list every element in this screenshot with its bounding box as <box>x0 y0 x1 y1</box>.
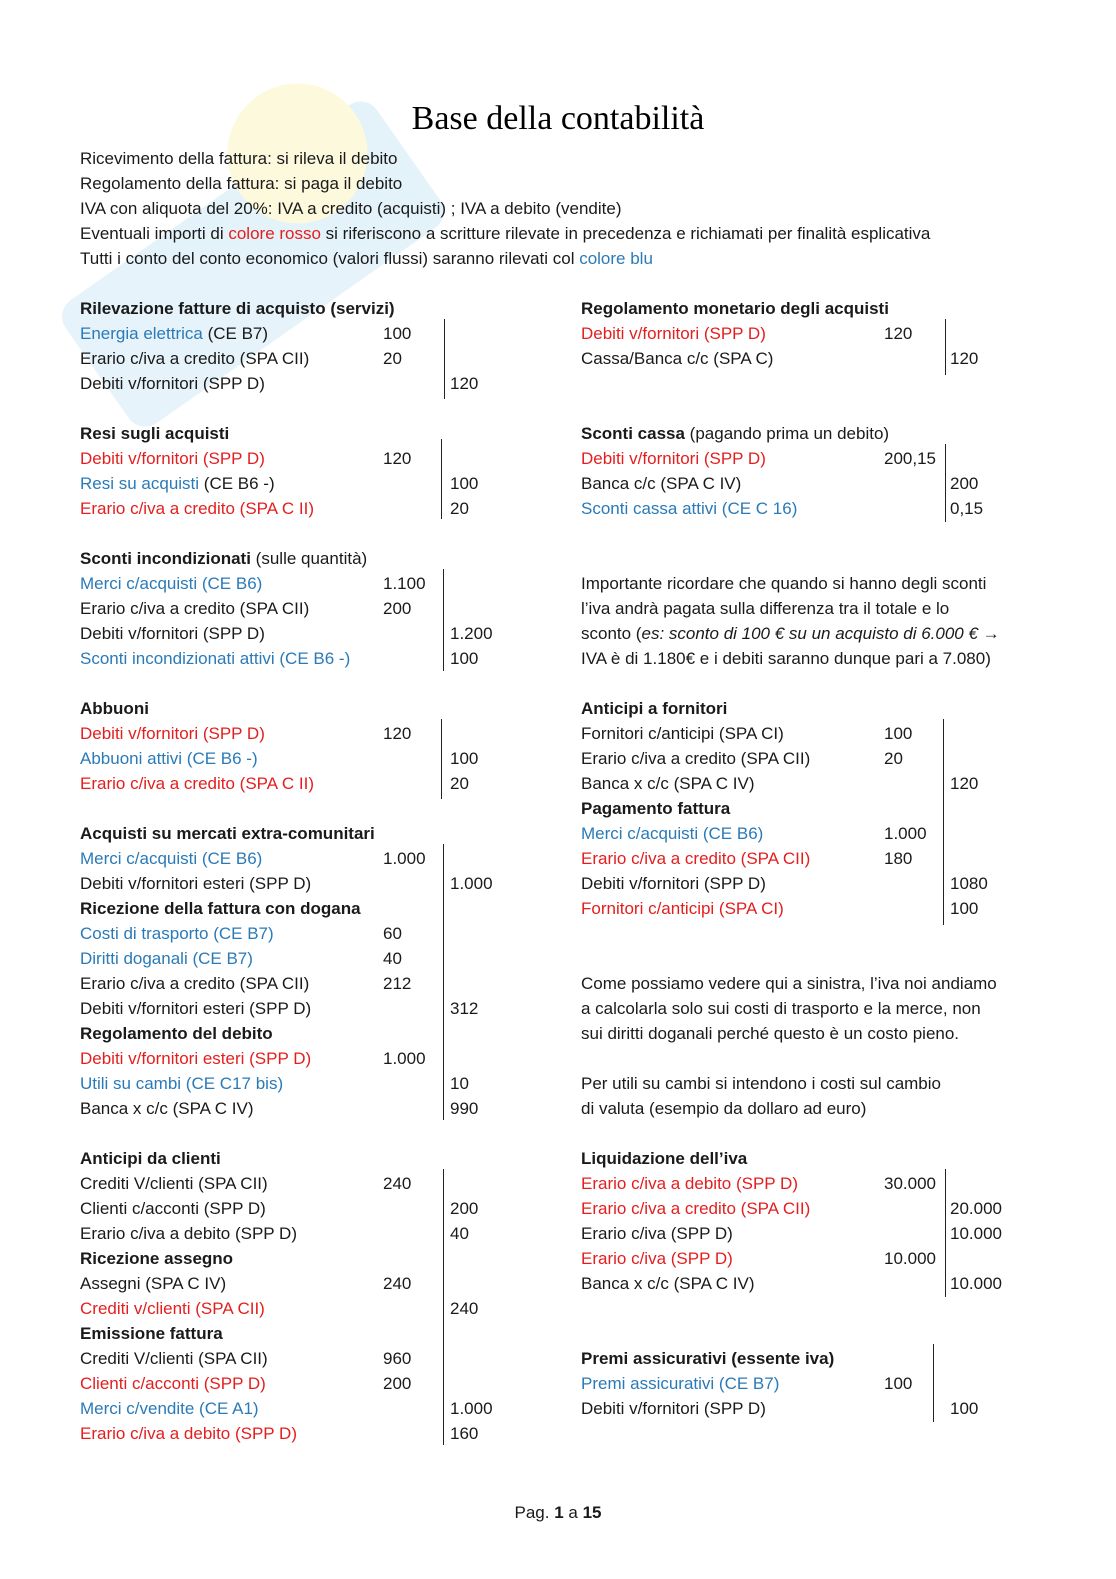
section-title: Sconti cassa (pagando prima un debito) <box>581 424 890 443</box>
entry-account: Crediti v/clienti (SPA CII) <box>80 1299 265 1318</box>
entry-account: Clienti c/acconti (SPP D) <box>80 1199 266 1218</box>
section-title: Resi sugli acquisti <box>80 424 230 443</box>
debit-amount: 1.100 <box>383 574 426 593</box>
entry-account: Erario c/iva a credito (SPA CII) <box>80 599 310 618</box>
debit-amount: 100 <box>884 724 913 743</box>
note-line: Come possiamo vedere qui a sinistra, l’iva noi andiamo <box>581 974 997 993</box>
entry-account: Crediti V/clienti (SPA CII) <box>80 1349 268 1368</box>
intro-notes <box>80 146 930 271</box>
credit-amount: 120 <box>450 374 479 393</box>
ledger-divider <box>443 844 444 1120</box>
credit-amount: 10 <box>450 1074 469 1093</box>
subsection-title: Regolamento del debito <box>80 1024 273 1043</box>
credit-amount: 20 <box>450 499 469 518</box>
debit-amount: 10.000 <box>884 1249 936 1268</box>
entry-account: Erario c/iva a credito (SPA CII) <box>80 349 310 368</box>
entry-account: Cassa/Banca c/c (SPA C) <box>581 349 774 368</box>
entry-account: Erario c/iva a credito (SPA C II) <box>80 774 314 793</box>
intro-line: Ricevimento della fattura: si rileva il debito <box>80 149 398 168</box>
entry-account: Erario c/iva a debito (SPP D) <box>80 1224 297 1243</box>
section-title: Anticipi da clienti <box>80 1149 221 1168</box>
ledger-divider <box>945 319 946 375</box>
credit-amount: 40 <box>450 1224 469 1243</box>
entry-account: Debiti v/fornitori (SPP D) <box>581 874 766 893</box>
entry-account: Erario c/iva a credito (SPA CII) <box>581 849 811 868</box>
entry-account: Debiti v/fornitori (SPP D) <box>80 374 265 393</box>
subsection-title: Pagamento fattura <box>581 799 731 818</box>
debit-amount: 200 <box>383 1374 412 1393</box>
debit-amount: 100 <box>383 324 412 343</box>
entry-account: Erario c/iva a credito (SPA CII) <box>581 1199 811 1218</box>
entry-account: Crediti V/clienti (SPA CII) <box>80 1174 268 1193</box>
section-title: Acquisti su mercati extra-comunitari <box>80 824 375 843</box>
entry-account: Abbuoni attivi (CE B6 -) <box>80 749 258 768</box>
entry-account: Merci c/acquisti (CE B6) <box>80 574 263 593</box>
credit-amount: 1.000 <box>450 874 493 893</box>
entry-account: Utili su cambi (CE C17 bis) <box>80 1074 284 1093</box>
credit-amount: 10.000 <box>950 1224 1002 1243</box>
section-title: Abbuoni <box>80 699 149 718</box>
ledger-divider <box>933 1344 934 1422</box>
debit-amount: 40 <box>383 949 402 968</box>
credit-amount: 20.000 <box>950 1199 1002 1218</box>
note-line: di valuta (esempio da dollaro ad euro) <box>581 1099 867 1118</box>
ledger-divider <box>443 1169 444 1445</box>
entry-account: Banca c/c (SPA C IV) <box>581 474 742 493</box>
credit-amount: 120 <box>950 774 979 793</box>
credit-amount: 200 <box>450 1199 479 1218</box>
entry-account: Energia elettrica (CE B7) <box>80 324 269 343</box>
credit-amount: 120 <box>950 349 979 368</box>
intro-line: IVA con aliquota del 20%: IVA a credito (acquisti) ; IVA a debito (vendite) <box>80 199 622 218</box>
entry-account: Assegni (SPA C IV) <box>80 1274 227 1293</box>
section-title: Liquidazione dell’iva <box>581 1149 748 1168</box>
credit-amount: 100 <box>950 899 979 918</box>
debit-amount: 120 <box>383 724 412 743</box>
section-title: Regolamento monetario degli acquisti <box>581 299 889 318</box>
debit-amount: 20 <box>884 749 903 768</box>
credit-amount: 990 <box>450 1099 479 1118</box>
note-line: a calcolarla solo sui costi di trasporto e la merce, non <box>581 999 981 1018</box>
entry-account: Debiti v/fornitori esteri (SPP D) <box>80 1049 312 1068</box>
note-line: Importante ricordare che quando si hanno degli sconti <box>581 574 987 593</box>
note-line: IVA è di 1.180€ e i debiti saranno dunque pari a 7.080) <box>581 649 991 668</box>
credit-amount: 1.000 <box>450 1399 493 1418</box>
intro-line: Eventuali importi di colore rosso si riferiscono a scritture rilevate in precedenza e richiamati per finalità esplicativa <box>80 224 931 243</box>
debit-amount: 100 <box>884 1374 913 1393</box>
page-footer: Pag. 1 a 15 <box>514 1503 602 1522</box>
debit-amount: 20 <box>383 349 402 368</box>
entry-account: Debiti v/fornitori (SPP D) <box>581 449 766 468</box>
credit-amount: 100 <box>450 749 479 768</box>
entry-account: Erario c/iva (SPP D) <box>581 1224 733 1243</box>
credit-amount: 312 <box>450 999 479 1018</box>
credit-amount: 100 <box>450 474 479 493</box>
debit-amount: 1.000 <box>383 1049 426 1068</box>
credit-amount: 1080 <box>950 874 988 893</box>
debit-amount: 30.000 <box>884 1174 936 1193</box>
debit-amount: 240 <box>383 1274 412 1293</box>
entry-account: Erario c/iva a credito (SPA C II) <box>80 499 314 518</box>
entry-account: Costi di trasporto (CE B7) <box>80 924 274 943</box>
ledger-divider <box>945 1169 946 1297</box>
entry-account: Merci c/acquisti (CE B6) <box>80 849 263 868</box>
entry-account: Debiti v/fornitori (SPP D) <box>581 1399 766 1418</box>
entry-account: Debiti v/fornitori (SPP D) <box>581 324 766 343</box>
entry-account: Resi su acquisti (CE B6 -) <box>80 474 275 493</box>
intro-line: Tutti i conto del conto economico (valori flussi) saranno rilevati col colore blu <box>80 249 653 268</box>
entry-account: Debiti v/fornitori esteri (SPP D) <box>80 999 312 1018</box>
entry-account: Debiti v/fornitori (SPP D) <box>80 724 265 743</box>
section-title: Premi assicurativi (essente iva) <box>581 1349 835 1368</box>
entry-account: Debiti v/fornitori esteri (SPP D) <box>80 874 312 893</box>
credit-amount: 100 <box>950 1399 979 1418</box>
debit-amount: 240 <box>383 1174 412 1193</box>
credit-amount: 10.000 <box>950 1274 1002 1293</box>
debit-amount: 60 <box>383 924 402 943</box>
note-line: sui diritti doganali perché questo è un costo pieno. <box>581 1024 960 1043</box>
debit-amount: 120 <box>383 449 412 468</box>
credit-amount: 160 <box>450 1424 479 1443</box>
entry-account: Diritti doganali (CE B7) <box>80 949 253 968</box>
debit-amount: 212 <box>383 974 412 993</box>
subsection-title: Ricezione assegno <box>80 1249 234 1268</box>
entry-account: Debiti v/fornitori (SPP D) <box>80 624 265 643</box>
credit-amount: 240 <box>450 1299 479 1318</box>
ledger-divider <box>441 719 442 799</box>
subsection-title: Ricezione della fattura con dogana <box>80 899 361 918</box>
ledger-divider <box>444 319 445 399</box>
entry-account: Banca x c/c (SPA C IV) <box>80 1099 254 1118</box>
entry-account: Clienti c/acconti (SPP D) <box>80 1374 266 1393</box>
section-title: Rilevazione fatture di acquisto (servizi) <box>80 299 395 318</box>
entry-account: Banca x c/c (SPA C IV) <box>581 774 755 793</box>
ledger-divider <box>443 569 444 671</box>
debit-amount: 960 <box>383 1349 412 1368</box>
debit-amount: 200 <box>383 599 412 618</box>
ledger-divider <box>945 444 946 522</box>
note-line: Per utili su cambi si intendono i costi sul cambio <box>581 1074 941 1093</box>
entry-account: Debiti v/fornitori (SPP D) <box>80 449 265 468</box>
page-title: Base della contabilità <box>411 100 705 137</box>
section-title: Sconti incondizionati (sulle quantità) <box>80 549 368 568</box>
entry-account: Sconti incondizionati attivi (CE B6 -) <box>80 649 351 668</box>
credit-amount: 200 <box>950 474 979 493</box>
debit-amount: 120 <box>884 324 913 343</box>
entry-account: Erario c/iva a debito (SPP D) <box>80 1424 297 1443</box>
credit-amount: 100 <box>450 649 479 668</box>
entry-account: Fornitori c/anticipi (SPA CI) <box>581 899 784 918</box>
ledger-divider <box>943 719 944 925</box>
section-title: Anticipi a fornitori <box>581 699 728 718</box>
debit-amount: 200,15 <box>884 449 936 468</box>
credit-amount: 20 <box>450 774 469 793</box>
note-line: sconto (es: sconto di 100 € su un acquisto di 6.000 € → <box>581 624 1000 643</box>
entry-account: Erario c/iva a debito (SPP D) <box>581 1174 798 1193</box>
entry-account: Erario c/iva a credito (SPA CII) <box>581 749 811 768</box>
debit-amount: 1.000 <box>383 849 426 868</box>
entry-account: Erario c/iva (SPP D) <box>581 1249 733 1268</box>
entry-account: Merci c/vendite (CE A1) <box>80 1399 259 1418</box>
ledger-divider <box>441 439 442 519</box>
entry-account: Fornitori c/anticipi (SPA CI) <box>581 724 784 743</box>
entry-account: Merci c/acquisti (CE B6) <box>581 824 764 843</box>
debit-amount: 1.000 <box>884 824 927 843</box>
entry-account: Premi assicurativi (CE B7) <box>581 1374 780 1393</box>
debit-amount: 180 <box>884 849 913 868</box>
credit-amount: 0,15 <box>950 499 984 518</box>
credit-amount: 1.200 <box>450 624 493 643</box>
entry-account: Erario c/iva a credito (SPA CII) <box>80 974 310 993</box>
entry-account: Banca x c/c (SPA C IV) <box>581 1274 755 1293</box>
note-line: l’iva andrà pagata sulla differenza tra il totale e lo <box>581 599 950 618</box>
subsection-title: Emissione fattura <box>80 1324 223 1343</box>
intro-line: Regolamento della fattura: si paga il debito <box>80 174 403 193</box>
entry-account: Sconti cassa attivi (CE C 16) <box>581 499 798 518</box>
